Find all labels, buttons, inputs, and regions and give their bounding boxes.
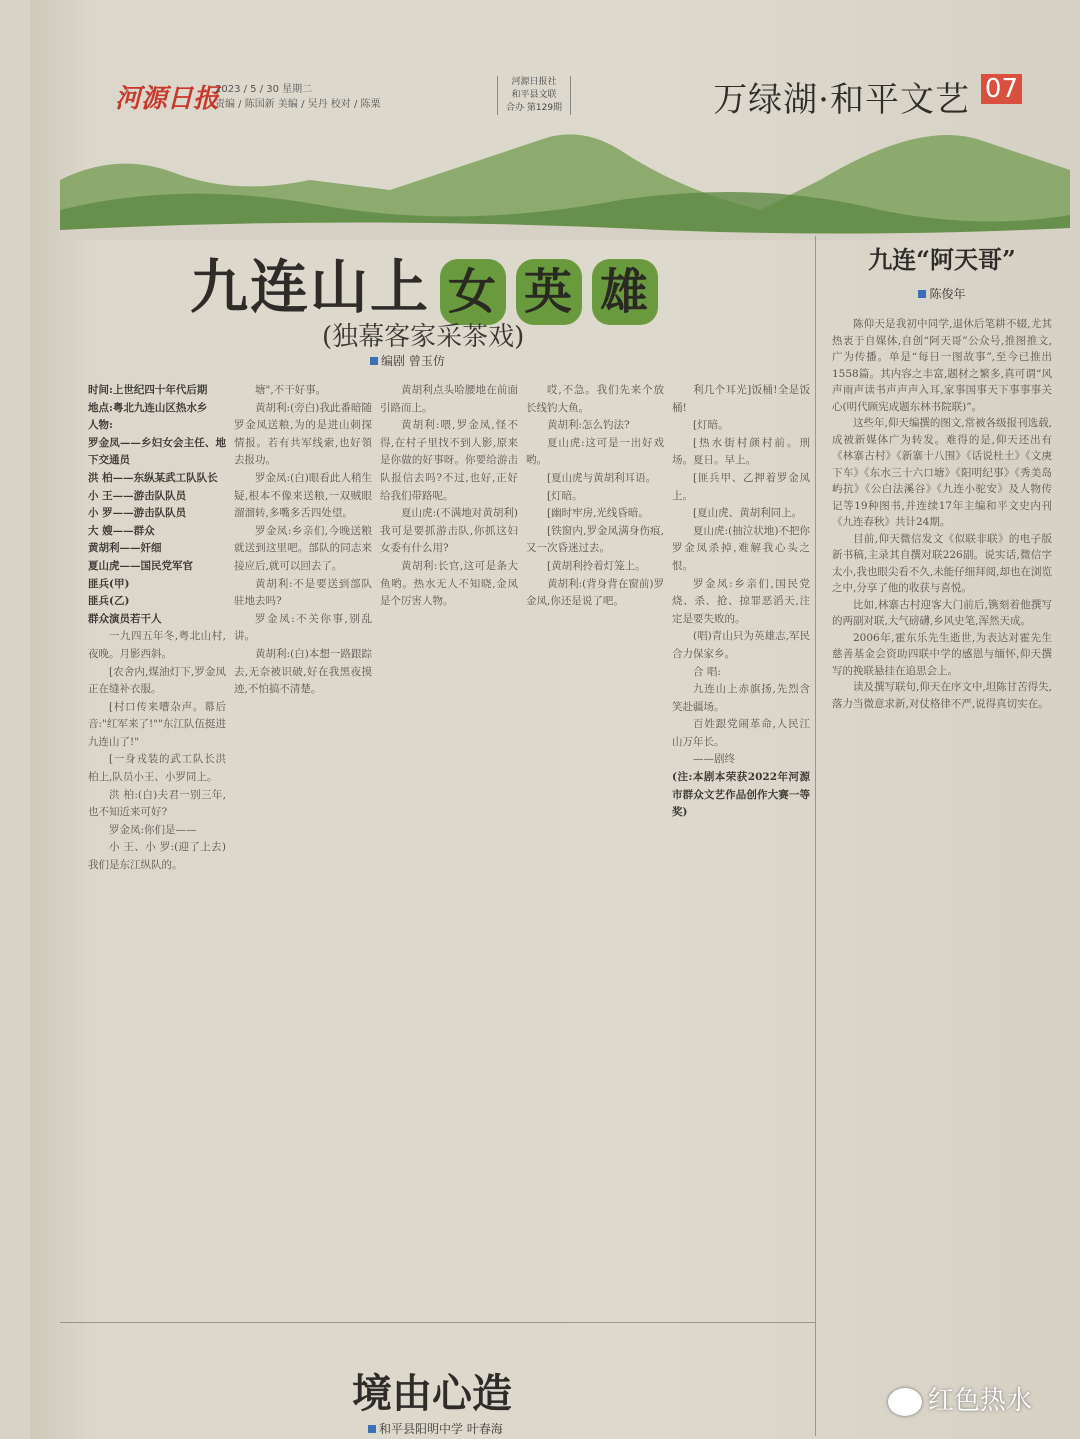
paragraph: 夏山虎:(不满地对黄胡利)我可是要抓游击队,你抓这妇女委有什么用?: [380, 507, 518, 555]
paragraph: 黄胡利:怎么钓法?: [547, 419, 630, 432]
paragraph: [幽时牢房,光线昏暗。: [547, 507, 649, 520]
byline-marker-icon: [368, 1425, 376, 1433]
cast-line: 罗金凤——乡妇女会主任、地下交通员: [88, 436, 226, 467]
cast-line: 人物:: [88, 419, 113, 432]
article-title: [190, 240, 658, 325]
cast-line: 匪兵(乙): [88, 595, 130, 608]
body-column: [526, 382, 664, 1312]
watermark-text: 红色热水: [928, 1386, 1033, 1416]
bottom-article-title: 境由心造: [352, 1370, 512, 1417]
paragraph: 罗金凤:乡亲们,今晚送粮就送到这里吧。部队的同志来接应后,就可以回去了。: [234, 524, 372, 572]
paragraph: 罗金凤:乡亲们,国民党烧、杀、抢、掠罪恶滔天,注定是要失败的。: [672, 577, 810, 625]
mountain-banner: [60, 120, 1070, 240]
byline-text: 和平县阳明中学 叶春海: [379, 1422, 503, 1436]
side-article: [824, 236, 1060, 1416]
paragraph: 读及撰写联句,仰天在序文中,坦陈甘苦得失,落力当微意求新,对仗格律不严,说得真切实在。: [832, 681, 1053, 710]
byline-marker-icon: [918, 290, 926, 298]
title-highlight: 雄: [592, 259, 658, 325]
paragraph: 一九四五年冬,粤北山村,夜晚。月影西斜。: [88, 630, 226, 660]
paragraph: 小 王、小 罗:(迎了上去)我们是东江纵队的。: [88, 841, 226, 872]
paragraph: 罗金凤:你们是——: [109, 823, 197, 836]
paragraph: 洪 柏:(白)夫君一别三年,也不知近来可好?: [88, 788, 226, 819]
section-divider: [60, 1322, 815, 1323]
body-column: [234, 382, 372, 1312]
cast-line: 夏山虎——国民党军官: [88, 559, 193, 572]
bottom-byline: [368, 1420, 503, 1437]
paragraph: [匪兵甲、乙押着罗金凤上。: [672, 471, 810, 502]
side-title: 九连“阿天哥”: [868, 245, 1016, 274]
cast-list: [88, 382, 226, 628]
wechat-icon: [888, 1388, 922, 1416]
cast-line: 大 嫂——群众: [88, 524, 155, 537]
paragraph: [夏山虎与黄胡利耳语。: [547, 471, 657, 484]
cast-line: 小 王——游击队队员: [88, 489, 187, 502]
body-column: [88, 382, 226, 1312]
publisher-box: [497, 76, 571, 115]
paragraph: [黄胡利拎着灯笼上。: [547, 559, 646, 572]
paragraph: [一身戎装的武工队长洪柏上,队员小王、小罗同上。: [88, 753, 226, 784]
paragraph: 这些年,仰天编撰的图文,常被各级报刊选载,成被新媒体广为转发。难得的是,仰天还出有《林寨古村》《新寨十八围》《话说杜土》《文庚下车》《东水三十六口塘》《阳明纪事》《秀美岛屿抗》《公白法溪谷》《九连小驼安》及人物传记等19种图书,并连续17年主编和平文史内刊《九连春秋》共计24期。: [832, 417, 1053, 528]
paragraph: 合 唱:: [693, 665, 721, 678]
paragraph: 黄胡利:(白)本想一路跟踪去,无奈被识破,好在我黑夜摸迹,不怕搞不清楚。: [234, 647, 372, 696]
article-subtitle: (独幕客家采茶戏): [322, 322, 525, 352]
paragraph: 利几个耳光]饭桶!全是饭桶!: [672, 384, 810, 414]
side-byline: [824, 285, 1060, 302]
paragraph: [村口传来嘈杂声。幕后音:"红军来了!""东江队伍挺进九连山了!": [88, 700, 226, 748]
byline-text: 编剧 曾玉仿: [381, 354, 445, 368]
paragraph: 夏山虎:这可是一出好戏哟。: [526, 436, 664, 467]
masthead: [115, 74, 1040, 120]
paragraph: ——剧终: [693, 753, 735, 766]
paragraph: 九连山上赤旗扬,先烈含笑赴疆场。: [672, 683, 810, 713]
cast-line: 洪 柏——东纵某武工队队长: [88, 471, 218, 484]
paragraph: 2006年,霍东乐先生逝世,为表达对霍先生慈善基金会资助四联中学的感恩与缅怀,仰天撰写的挽联悬挂在追思会上。: [832, 631, 1052, 677]
cast-line: 时间:上世纪四十年代后期: [88, 384, 208, 396]
award-note: (注:本剧本荣获2022年河源市群众文艺作品创作大赛一等奖): [672, 771, 810, 819]
issue-meta: [215, 82, 381, 112]
column-text: [672, 382, 810, 769]
column-text: [234, 382, 372, 699]
title-highlight: 女: [440, 259, 506, 325]
column-text: [380, 382, 518, 611]
paragraph: [夏山虎、黄胡利同上。: [693, 507, 803, 520]
page-number: 07: [981, 74, 1022, 104]
paragraph: 黄胡利:长官,这可是条大鱼哟。热水无人不知晓,金凤是个厉害人物。: [380, 559, 518, 608]
paragraph: 目前,仰天微信发文《似联非联》的电子版新书稿,主录其自撰对联226副。说实话,微信字太小,我也眼尖看不久,未能仔细拜阅,却也在浏览之中,分享了他的收获与喜悦。: [832, 532, 1053, 594]
column-text: [88, 628, 226, 874]
title-text: 九连山上: [190, 253, 431, 321]
org-line: 和平县文联: [511, 90, 557, 100]
org-line: 河源日报社: [511, 77, 557, 87]
article-byline: [370, 352, 445, 369]
paragraph: 黄胡利点头哈腰地在前面引路而上。: [380, 384, 518, 414]
paragraph: (唱)青山只为英雄志,军民合力保家乡。: [672, 630, 810, 660]
section-title: 万绿湖·和平文艺: [713, 80, 970, 120]
paragraph: 黄胡利:不是要送到部队驻地去吗?: [234, 577, 372, 608]
paragraph: 陈仰天是我初中同学,退休后笔耕不辍,尤其热衷于自媒体,自创“阿天哥”公众号,推图推文,广为传播。单是“每日一图故事”,至今已推出1558篇。其内容之丰富,题材之繁多,真可谓“风声雨声读书声声声入耳,家事国事天下事事事关心(明代顾宪成题东林书院联)”。: [832, 318, 1052, 413]
paragraph: [灯暗。: [693, 419, 729, 432]
byline-text: 陈俊年: [929, 287, 966, 301]
paragraph: [热水街村颜村前。刑场。夏日。早上。: [672, 436, 810, 467]
paragraph: 黄胡利:(旁白)我此番暗随罗金凤送粮,为的是进山刺探情报。若有共军线索,也好領去报功。: [234, 401, 372, 467]
paragraph: 哎,不急。我们先来个放长线钓大鱼。: [526, 384, 664, 414]
paragraph: 罗金凤:不关你事,别乱讲。: [234, 612, 372, 643]
cast-line: 地点:粤北九连山区热水乡: [88, 401, 208, 414]
cast-line: 群众演员若干人: [88, 612, 162, 625]
paragraph: 塘",不干好事。: [255, 384, 327, 396]
paragraph: [灯暗。: [547, 489, 583, 502]
paragraph: 比如,林寨古村迎客大门前后,镌刻着他撰写的两副对联,大气磅礴,乡风史笔,浑然天成。: [832, 598, 1052, 627]
paragraph: 黄胡利:喂,罗金凤,怪不得,在村子里找不到人影,原来是你做的好事呀。你要给游击队报信去吗?不过,也好,正好给我们带路呢。: [380, 419, 518, 502]
body-column: [380, 382, 518, 1312]
paragraph: 夏山虎:(抽泣状地)不把你罗金凤杀掉,难解我心头之恨。: [672, 524, 810, 572]
cast-line: 小 罗——游击队队员: [88, 507, 187, 520]
editors: 责编 / 陈国新 美编 / 吴丹 校对 / 陈栗: [215, 99, 381, 110]
paragraph: [铁窗内,罗金凤满身伤痕,又一次昏迷过去。: [526, 524, 664, 555]
paragraph: 黄胡利:(背身背在窗前)罗金凤,你还是说了吧。: [526, 577, 664, 608]
issue-date: 2023 / 5 / 30 星期二: [215, 84, 313, 95]
body-column: [672, 382, 810, 1312]
title-highlight: 英: [516, 259, 582, 325]
newspaper-logo: 河源日报: [115, 84, 220, 114]
article-body: [88, 382, 810, 1312]
cast-line: 黄胡利——奸细: [88, 542, 162, 555]
paragraph: 罗金凤:(白)眼看此人稍生疑,根本不像来送粮,一双贼眼溜溜转,多嘴多舌四处望。: [234, 471, 372, 520]
cast-line: 匪兵(甲): [88, 577, 130, 590]
wechat-watermark: [888, 1380, 1032, 1417]
side-text: [824, 316, 1060, 1416]
org-line: 合办 第129期: [506, 103, 563, 113]
byline-marker-icon: [370, 357, 378, 365]
column-text: [526, 382, 664, 611]
paragraph: [农舍内,煤油灯下,罗金凤正在缝补衣服。: [88, 665, 226, 696]
column-divider: [815, 236, 816, 1436]
paragraph: 百姓跟党闹革命,人民江山万年长。: [672, 718, 810, 748]
